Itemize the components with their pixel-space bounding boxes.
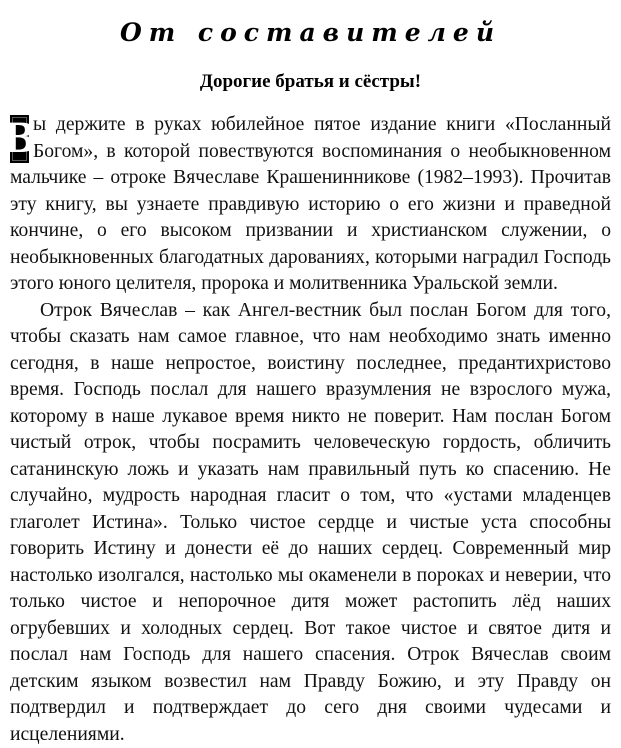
page-title: От составителей (0, 16, 621, 50)
paragraph-1-text: ы держите в руках юбилейное пятое издание книги «Посланный Богом», в которой повествуются воспоминания о необыкновенном мальчике – отроке Вячеславе Крашенинникове (1982–1993). Прочитав эту книгу, вы узнаете правдивую историю о его жизни и праведной кончине, о его высоком призвании и христианском служении, о необыкновенных благодатных дарованиях, которыми наградил Господь этого юного целителя, пророка и молитвенника Уральской земли. (10, 114, 611, 294)
greeting-heading: Дорогие братья и сёстры! (0, 70, 621, 94)
drop-cap-box (10, 115, 29, 163)
paragraph-1 (10, 112, 611, 298)
body-text (10, 112, 611, 748)
paragraph-2: Отрок Вячеслав – как Ангел-вестник был послан Богом для того, чтобы сказать нам самое главное, что нам необходимо знать именно сегодня, в наше непростое, воистину последнее, предантихристово время. Господь послал для нашего вразумления не взрослого мужа, которому в наше лукавое время никто не поверит. Нам послан Богом чистый отрок, чтобы посрамить человеческую гордость, обличить сатанинскую ложь и указать нам правильный путь ко спасению. Не случайно, мудрость народная гласит о том, что «устами младенцев глаголет Истина». Только чистое сердце и чистые уста способны говорить Истину и донести её до наших сердец. Современный мир настолько изолгался, настолько мы окаменели в пороках и неверии, что только чистое и непорочное дитя может растопить лёд наших огрубевших и холодных сердец. Вот такое чистое и святое дитя и послал нам Господь для нашего спасения. Отрок Вячеслав своим детским языком возвестил нам Правду Божию, и эту Правду он подтвердил и подтверждает до сего дня своими чудесами и исцелениями. (10, 298, 611, 748)
drop-cap: В (3, 115, 37, 163)
drop-cap-ornament (12, 117, 27, 161)
